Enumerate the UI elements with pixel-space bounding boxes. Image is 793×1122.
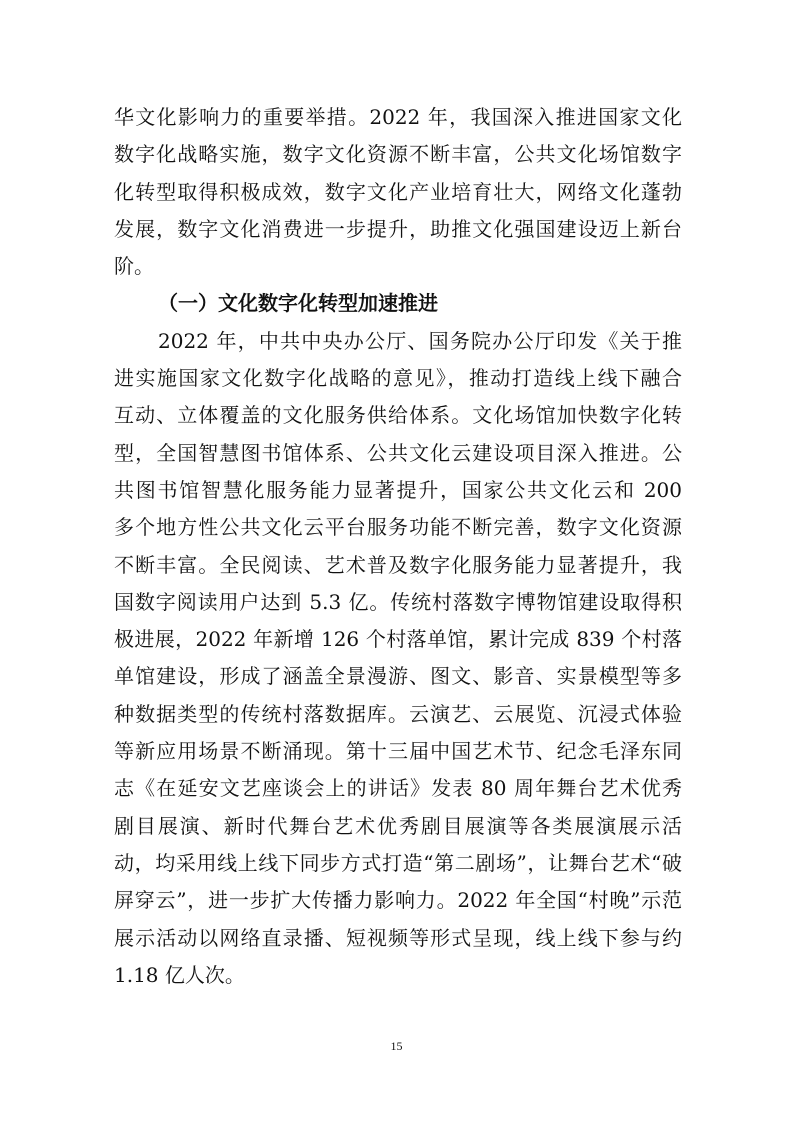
text-line: 剧目展演、新时代舞台艺术优秀剧目展演等各类展演展示活: [114, 813, 682, 838]
text-line: 化转型取得积极成效，数字文化产业培育壮大，网络文化蓬勃: [114, 179, 682, 204]
paragraph-main: [114, 323, 682, 994]
text-line: 数字化战略实施，数字文化资源不断丰富，公共文化场馆数字: [114, 142, 682, 167]
text-line: 互动、立体覆盖的文化服务供给体系。文化场馆加快数字化转: [114, 403, 682, 428]
page-body: [114, 99, 682, 994]
text-line: 展示活动以网络直录播、短视频等形式呈现，线上线下参与约: [114, 925, 682, 950]
text-line: 国数字阅读用户达到 5.3 亿。传统村落数字博物馆建设取得积: [114, 589, 682, 614]
paragraph-continued: [114, 99, 682, 285]
section-heading: （一）文化数字化转型加速推进: [158, 291, 438, 316]
text-line: 多个地方性公共文化云平台服务功能不断完善，数字文化资源: [114, 515, 682, 540]
text-line: 型，全国智慧图书馆体系、公共文化云建设项目深入推进。公: [114, 440, 682, 465]
text-line: 种数据类型的传统村落数据库。云演艺、云展览、沉浸式体验: [114, 701, 682, 726]
text-line: 阶。: [114, 254, 154, 279]
text-line: 共图书馆智慧化服务能力显著提升，国家公共文化云和 200: [114, 477, 682, 502]
text-line: 2022 年，中共中央办公厅、国务院办公厅印发《关于推: [158, 328, 682, 353]
text-line: 屏穿云”，进一步扩大传播力影响力。2022 年全国“村晚”示范: [114, 888, 682, 913]
text-line: 志《在延安文艺座谈会上的讲话》发表 80 周年舞台艺术优秀: [114, 776, 682, 801]
text-line: 不断丰富。全民阅读、艺术普及数字化服务能力显著提升，我: [114, 552, 682, 577]
page-number: 15: [390, 1039, 403, 1053]
text-line: 极进展，2022 年新增 126 个村落单馆，累计完成 839 个村落: [114, 627, 682, 652]
text-line: 动，均采用线上线下同步方式打造“第二剧场”，让舞台艺术“破: [114, 850, 682, 875]
text-line: 1.18 亿人次。: [114, 962, 245, 987]
text-line: 发展，数字文化消费进一步提升，助推文化强国建设迈上新台: [114, 216, 682, 241]
text-line: 单馆建设，形成了涵盖全景漫游、图文、影音、实景模型等多: [114, 664, 682, 689]
text-line: 进实施国家文化数字化战略的意见》，推动打造线上线下融合: [114, 366, 682, 391]
text-line: 等新应用场景不断涌现。第十三届中国艺术节、纪念毛泽东同: [114, 739, 682, 764]
text-line: 华文化影响力的重要举措。2022 年，我国深入推进国家文化: [114, 105, 682, 129]
